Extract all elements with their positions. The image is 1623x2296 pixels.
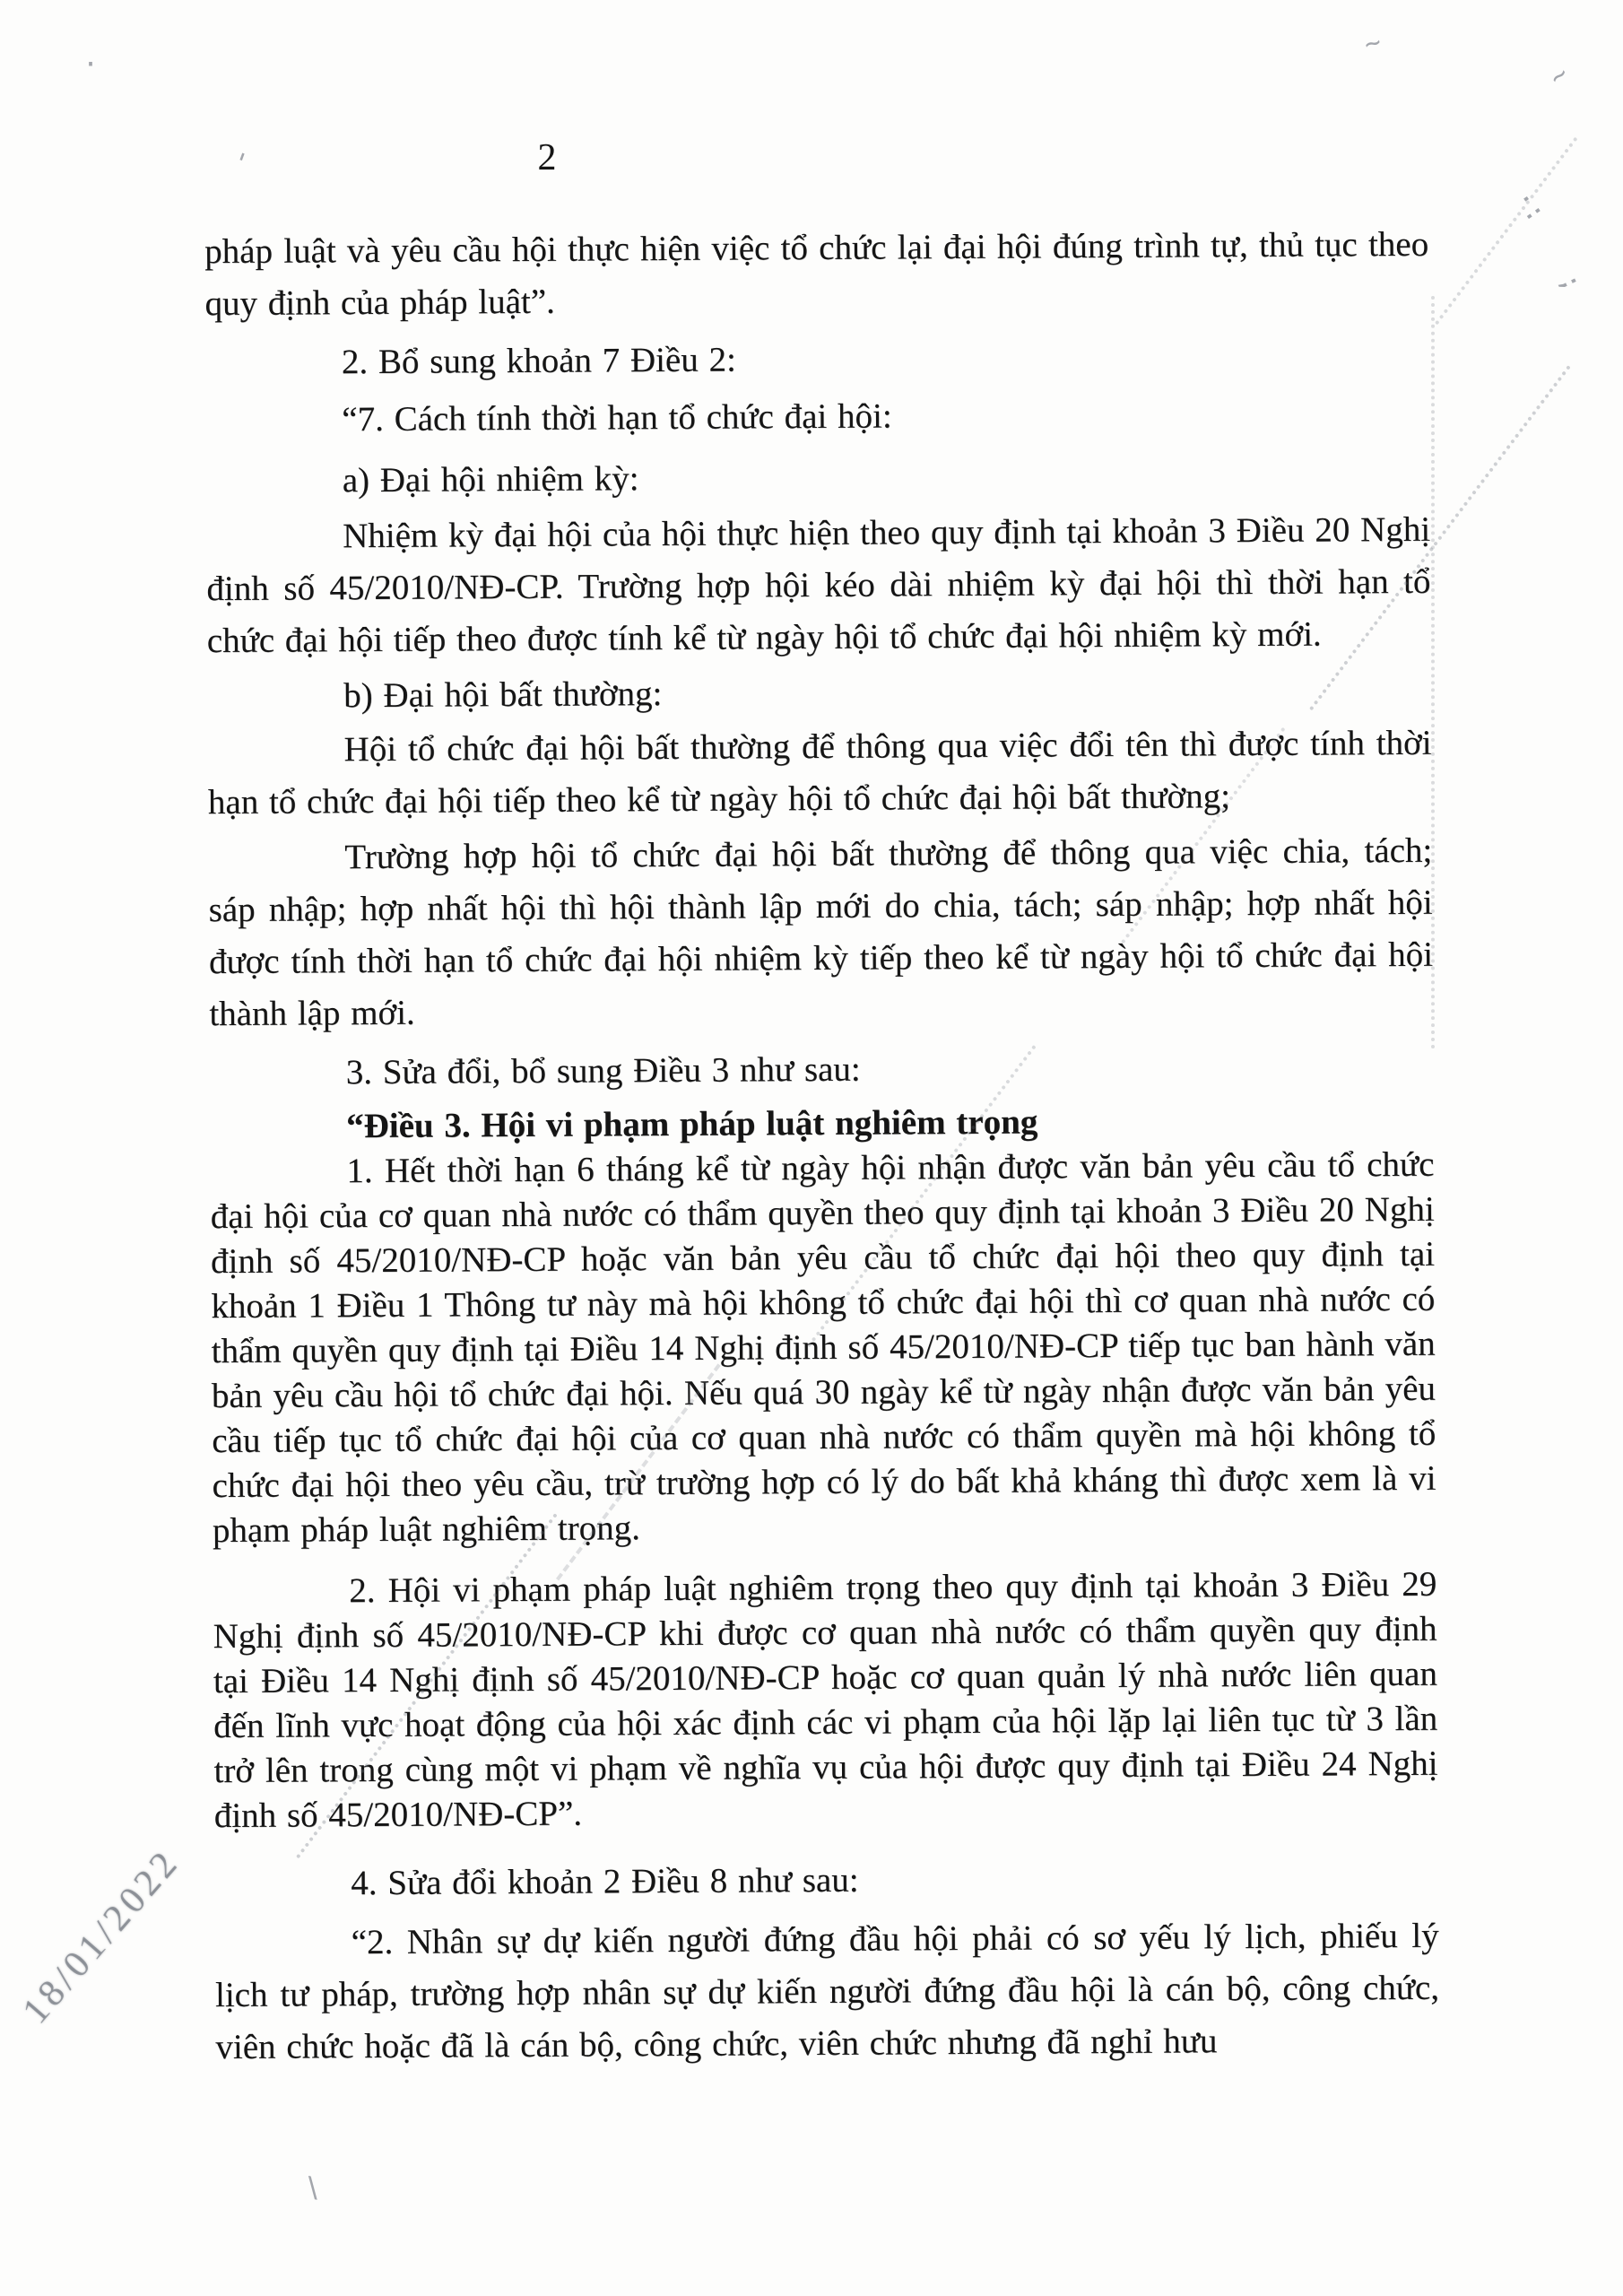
- para-doi-ten: Hội tổ chức đại hội bất thường để thông qua việc đổi tên thì được tính thời hạn tổ chức đại hội tiếp theo kể từ ngày hội tổ chức đại hội bất thường;: [207, 723, 1432, 822]
- para-dieu3-khoan2: 2. Hội vi phạm pháp luật nghiêm trọng theo quy định tại khoản 3 Điều 29 Nghị định số 45/2010/NĐ-CP khi được cơ quan nhà nước có thẩm quyền quy định tại Điều 14 Nghị định số 45/2010/NĐ-CP hoặc cơ quan quản lý nhà nước liên quan đến lĩnh vực hoạt động của hội xác định các vi phạm của hội lặp lại liên tục từ 3 lần trở lên trong cùng một vi phạm về nghĩa vụ của hội được quy định tại Điều 24 Nghị định số 45/2010/NĐ-CP”.: [213, 1564, 1438, 1836]
- scan-speck: ~: [1542, 58, 1575, 93]
- scan-speck: ·: [82, 49, 100, 81]
- para-nhiem-ky-dai-hoi: Nhiệm kỳ đại hội của hội thực hiện theo quy định tại khoản 3 Điều 20 Nghị định số 45/2010/NĐ-CP. Trường hợp hội kéo dài nhiệm kỳ đại hội thì thời hạn tổ chức đại hội tiếp theo được tính kể từ ngày hội tổ chức đại hội nhiệm kỳ mới.: [206, 509, 1431, 661]
- scan-speck: \: [302, 2170, 325, 2205]
- clause-7-heading: “7. Cách tính thời hạn tổ chức đại hội:: [342, 396, 892, 439]
- scan-speck: ·:: [1507, 183, 1553, 229]
- para-khoan2-dieu8: “2. Nhân sự dự kiến người đứng đầu hội phải có sơ yếu lý lịch, phiếu lý lịch tư pháp, trường hợp nhân sự dự kiến người đứng đầu hội là cán bộ, công chức, viên chức hoặc đã là cán bộ, công chức, viên chức nhưng đã nghỉ hưu: [214, 1916, 1440, 2067]
- page-number: 2: [537, 137, 557, 178]
- watermark-signature-date: 18/01/2022: [14, 1841, 188, 2032]
- dieu-3-heading: “Điều 3. Hội vi phạm pháp luật nghiêm trọng: [346, 1102, 1038, 1146]
- scan-speck: ': [226, 145, 253, 182]
- watermark-vertical-line: [1431, 296, 1435, 1049]
- para-dieu3-khoan1: 1. Hết thời hạn 6 tháng kể từ ngày hội nhận được văn bản yêu cầu tổ chức đại hội của cơ quan nhà nước có thẩm quyền theo quy định tại khoản 3 Điều 20 Nghị định số 45/2010/NĐ-CP hoặc văn bản yêu cầu tổ chức đại hội theo quy định tại khoản 1 Điều 1 Thông tư này mà hội không tổ chức đại hội thì cơ quan nhà nước có thẩm quyền quy định tại Điều 14 Nghị định số 45/2010/NĐ-CP tiếp tục ban hành văn bản yêu cầu hội tổ chức đại hội. Nếu quá 30 ngày kể từ ngày nhận được văn bản yêu cầu tiếp tục tổ chức đại hội của cơ quan nhà nước có thẩm quyền mà hội không tổ chức đại hội theo yêu cầu, trừ trường hợp có lý do bất khả kháng thì được xem là vi phạm pháp luật nghiêm trọng.: [210, 1144, 1436, 1551]
- scan-speck: ;: [1552, 268, 1589, 297]
- item-4-sua-doi-dieu8: 4. Sửa đổi khoản 2 Điều 8 như sau:: [351, 1860, 859, 1903]
- para-chia-tach-sap-nhap: Trường hợp hội tổ chức đại hội bất thường để thông qua việc chia, tách; sáp nhập; hợp nhất hội thì hội thành lập mới do chia, tách; sáp nhập; hợp nhất hội được tính thời hạn tổ chức đại hội nhiệm kỳ tiếp theo kể từ ngày hội tổ chức đại hội thành lập mới.: [208, 831, 1434, 1034]
- point-b-dai-hoi-bat-thuong: b) Đại hội bất thường:: [343, 674, 663, 716]
- document-body: [204, 219, 1440, 2074]
- scan-speck: ~: [1360, 26, 1385, 61]
- paragraph-continuation: pháp luật và yêu cầu hội thực hiện việc tổ chức lại đại hội đúng trình tự, thủ tục theo quy định của pháp luật”.: [204, 224, 1429, 324]
- item-2-bo-sung-khoan7: 2. Bổ sung khoản 7 Điều 2:: [341, 340, 736, 382]
- watermark-streak: [1435, 136, 1578, 325]
- item-3-sua-doi-dieu3: 3. Sửa đổi, bổ sung Điều 3 như sau:: [345, 1049, 861, 1092]
- point-a-dai-hoi-nhiem-ky: a) Đại hội nhiệm kỳ:: [342, 459, 639, 500]
